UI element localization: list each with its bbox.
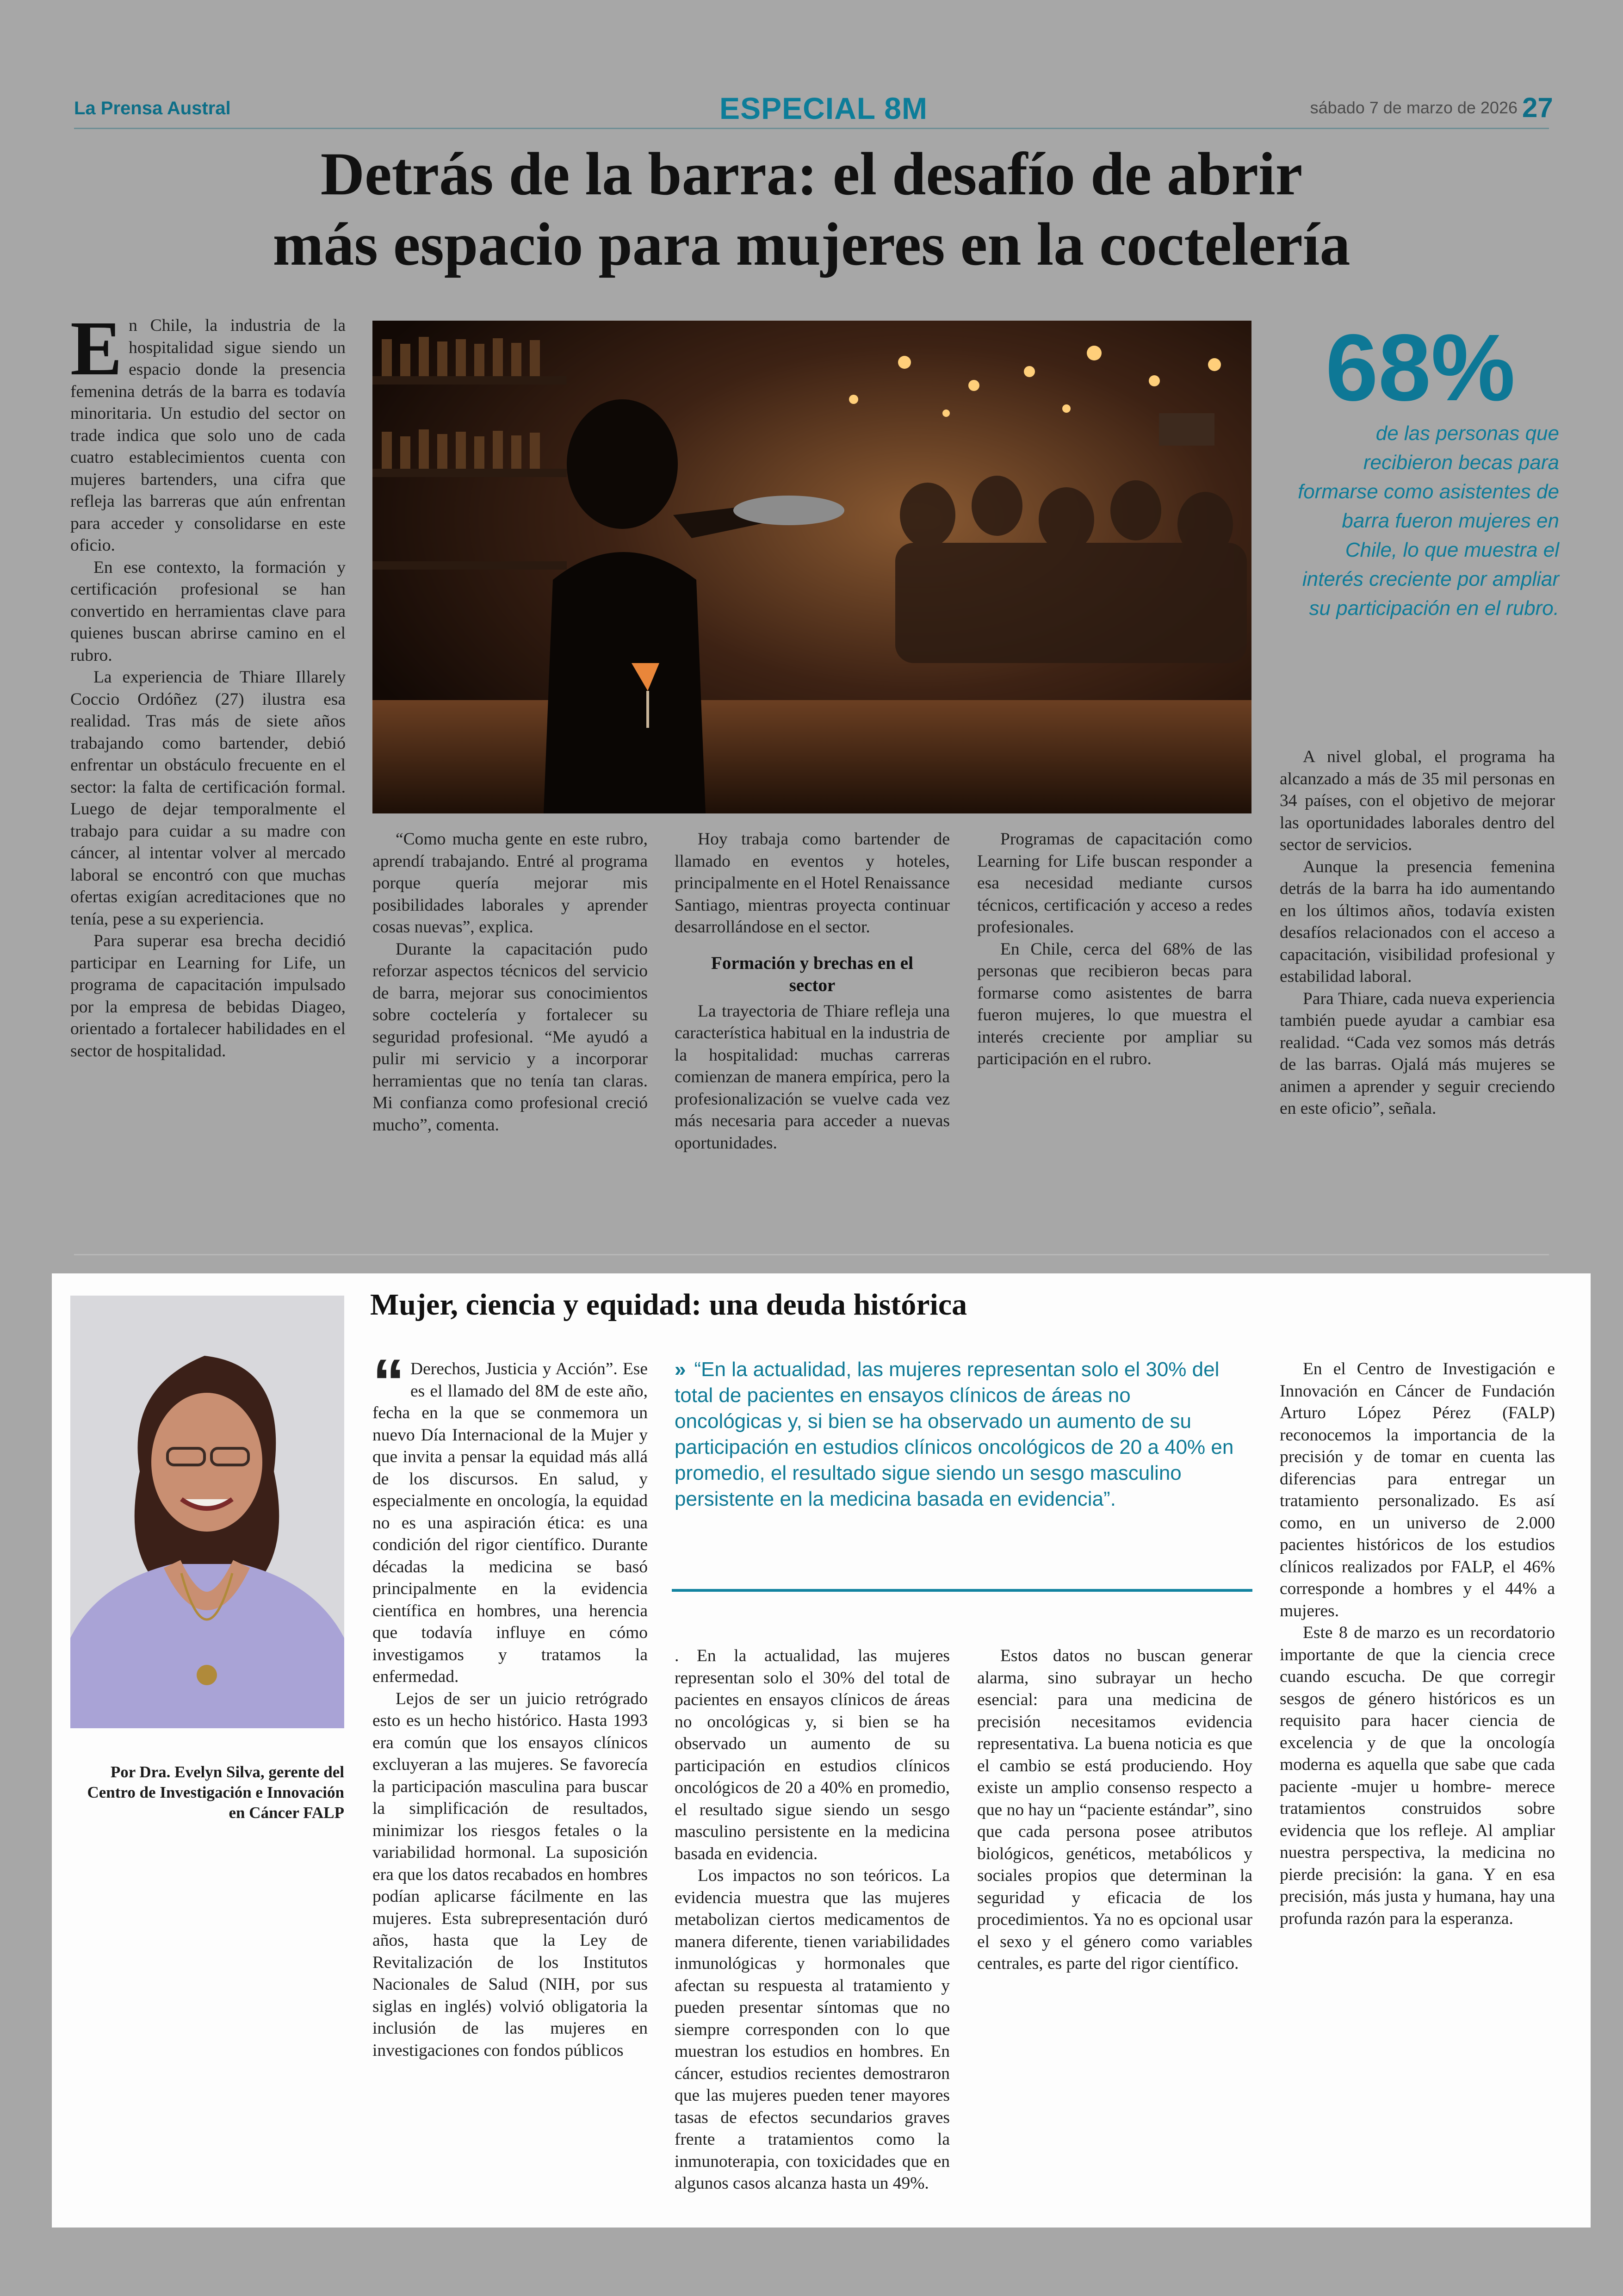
opinion-column-2 (675, 1645, 950, 2209)
article1-paragraph: Para superar esa brecha decidió participar en Learning for Life, un programa de capacitación impulsado por la empresa de bebidas Diageo, orientado a fortalecer habilidades en el sector de hospitalidad. (70, 931, 346, 1061)
stat-number: 68% (1325, 315, 1516, 421)
article1-column-2 (372, 828, 648, 1240)
article1-paragraph: La experiencia de Thiare Illarely Coccio Ordóñez (27) ilustra esa realidad. Tras más de siete años trabajando como bartender, debió enfrentar un obstáculo frecuente en el sector: la falta de certificación formal. Luego de dejar temporalmente el trabajo para cuidar a su madre con cáncer, al intentar volver al mercado laboral se encontró con que muchas ofertas exigían acreditaciones que no tenía, pese a su experiencia. (70, 668, 346, 929)
portrait-photo (70, 1296, 344, 1728)
page-number: 27 (1522, 92, 1553, 123)
article1-paragraph: La trayectoria de Thiare refleja una característica habitual en la industria de la hospitalidad: muchas carreras comienzan de manera empírica, pero la profesionalización se vuelve cada vez más necesaria para acceder a nuevas oportunidades. (675, 1001, 950, 1153)
pullquote-text: “En la actualidad, las mujeres representan solo el 30% del total de pacientes en ensayos clínicos de áreas no oncológicas y, si bien se ha observado un aumento de su participación en estudios clínicos oncológicos de 20 a 40% en promedio, el resultado sigue siendo un sesgo masculino persistente en la medicina basada en evidencia”. (675, 1358, 1234, 1510)
opinion-paragraph: . En la actualidad, las mujeres representan solo el 30% del total de pacientes en ensayos clínicos de áreas no oncológicas y, si bien se ha observado un aumento de su participación en estudios clínicos oncológicos de 20 a 40% en promedio, el resultado sigue siendo un sesgo masculino persistente en la medicina basada en evidencia. (675, 1646, 950, 1863)
quote-mark-icon: “ (372, 1358, 405, 1418)
bar-photo (372, 321, 1251, 813)
article1-paragraph: A nivel global, el programa ha alcanzado a más de 35 mil personas en 34 países, con el objetivo de mejorar las oportunidades laborales dentro del sector de servicios. (1280, 747, 1555, 854)
quote-arrow-icon: » (675, 1358, 686, 1381)
portrait-illustration (70, 1296, 344, 1728)
article1-paragraph: n Chile, la industria de la hospitalidad sigue siendo un espacio donde la presencia femenina detrás de la barra es todavía minoritaria. Un estudio del sector on trade indica que solo uno de cada cuatro establecimientos cuenta con mujeres bartenders, una cifra que refleja las barreras que aún enfrentan para acceder y consolidarse en este oficio. (70, 316, 346, 555)
section-divider (74, 1254, 1549, 1255)
article1-paragraph: “Como mucha gente en este rubro, aprendí trabajando. Entré al programa porque quería mejorar mis posibilidades laborales y aprender cosas nuevas”, explica. (372, 830, 648, 937)
opinion-column-4 (1280, 1358, 1555, 2209)
article1-paragraph: Durante la capacitación pudo reforzar aspectos técnicos del servicio de barra, mejorar sus conocimientos sobre coctelería y fortalecer su seguridad profesional. “Me ayudó a pulir mi servicio y a incorporar herramientas que no tenía tan claras. Mi confianza como profesional creció mucho”, comenta. (372, 939, 648, 1135)
byline: Por Dra. Evelyn Silva, gerente del Centro de Investigación e Innovación en Cáncer FALP (87, 1763, 344, 1822)
article1-subhead: Formación y brechas en el sector (711, 953, 913, 995)
article1-paragraph: Aunque la presencia femenina detrás de la barra ha ido aumentando en los últimos años, todavía existen desafíos relacionados con el acceso a capacitación, visibilidad profesional y estabilidad laboral. (1280, 857, 1555, 986)
article1-column-4 (977, 828, 1252, 1240)
article1-column-1 (70, 315, 346, 1240)
opinion-paragraph: Este 8 de marzo es un recordatorio importante de que la ciencia crece cuando escucha. De que corregir sesgos de género históricos es un requisito para hacer ciencia de excelencia y de que la oncología moderna es aquella que sabe que cada paciente -mujer u hombre- merece tratamientos construidos sobre evidencia que los refleje. Al ampliar nuestra perspectiva, la medicina no pierde precisión: la gana. Y en esa precisión, más justa y humana, hay una profunda razón para la esperanza. (1280, 1623, 1555, 1928)
opinion-title: Mujer, ciencia y equidad: una deuda histórica (370, 1288, 967, 1322)
stat-text: de las personas que recibieron becas para formarse como asistentes de barra fueron mujeres en Chile, lo que muestra el interés creciente por ampliar su participación en el rubro. (1298, 422, 1559, 620)
article1-paragraph: En ese contexto, la formación y certificación profesional se han convertido en herramientas clave para quienes buscan abrirse camino en el rubro. (70, 558, 346, 665)
headline-line-2: más espacio para mujeres en la coctelería (273, 210, 1350, 278)
opinion-paragraph: Los impactos no son teóricos. La evidencia muestra que las mujeres metabolizan ciertos medicamentos de manera diferente, tienen variabilidades inmunológicas y hormonales que afectan su respuesta al tratamiento y pueden presentar síntomas que no siempre corresponden con lo que muestran los estudios en hombres. En cáncer, estudios recientes demostraron que las mujeres pueden tener mayores tasas de efectos secundarios graves frente a tratamientos como la inmunoterapia, con toxicidades que en algunos casos alcanza hasta un 49%. (675, 1866, 950, 2193)
opinion-column-3 (977, 1645, 1252, 2209)
section-label: ESPECIAL 8M (719, 91, 928, 125)
article1-column-5 (1280, 746, 1555, 1240)
opinion-paragraph: En el Centro de Investigación e Innovación en Cáncer de Fundación Arturo López Pérez (FALP) reconocemos la importancia de la precisión y de tomar en cuenta las diferencias para entregar un tratamiento personalizado. Es así como, en un universo de 2.000 pacientes históricos de los estudios clínicos realizados por FALP, el 46% corresponde a hombres y el 44% a mujeres. (1280, 1359, 1555, 1620)
publication-name: La Prensa Austral (74, 98, 231, 118)
pullquote (675, 1357, 1244, 1512)
bar-photo-illustration (372, 321, 1251, 813)
article1-paragraph: En Chile, cerca del 68% de las personas que recibieron becas para formarse como asistentes de barra fueron mujeres, lo que muestra el interés creciente por ampliar su participación en el rubro. (977, 939, 1252, 1068)
opinion-paragraph: Lejos de ser un juicio retrógrado esto es un hecho histórico. Hasta 1993 era común que los ensayos clínicos excluyeran a las mujeres. Se favorecía la participación masculina para buscar la simplificación de resultados, minimizar los riesgos fetales o la variabilidad hormonal. La suposición era que los datos recabados en hombres podían aplicarse fácilmente en las mujeres. Esta subrepresentación duró años, hasta que la Ley de Revitalización de los Institutos Nacionales de Salud (NIH, por sus siglas en inglés) volvió obligatoria la inclusión de las mujeres en investigaciones con fondos públicos (372, 1689, 648, 2060)
article1-paragraph: Programas de capacitación como Learning for Life buscan responder a esa necesidad mediante cursos técnicos, certificación y acceso a redes profesionales. (977, 830, 1252, 937)
opinion-column-1 (372, 1358, 648, 2209)
article1-paragraph: Hoy trabaja como bartender de llamado en eventos y hoteles, principalmente en el Hotel Renaissance Santiago, mientras proyecta continuar desarrollándose en el sector. (675, 830, 950, 937)
opinion-paragraph: Derechos, Justicia y Acción”. Ese es el llamado del 8M de este año, fecha en la que se conmemora un nuevo Día Internacional de la Mujer y que invita a pensar la equidad más allá de los discursos. En salud, y especialmente en oncología, la equidad no es una aspiración ética: es una condición del rigor científico. Durante décadas la medicina se basó principalmente en la evidencia científica en hombres, una herencia que todavía influye en cómo investigamos y tratamos la enfermedad. (372, 1359, 648, 1686)
article1-paragraph: Para Thiare, cada nueva experiencia también puede ayudar a cambiar esa realidad. “Cada vez somos más detrás de las barras. Ojalá más mujeres se animen a aprender y seguir creciendo en este oficio”, señala. (1280, 989, 1555, 1118)
article1-column-3 (675, 828, 950, 1240)
headline (74, 139, 1549, 279)
issue-date: sábado 7 de marzo de 2026 (1310, 98, 1518, 117)
dropcap: E (70, 315, 123, 391)
opinion-paragraph: Estos datos no buscan generar alarma, sino subrayar un hecho esencial: para una medicina de precisión necesitamos evidencia representativa. La buena noticia es que el cambio se está produciendo. Hoy existe un amplio consenso respecto a que no hay un “paciente estándar”, sino que cada persona posee atributos biológicos, genéticos, metabólicos y sociales propios que determinan la seguridad y eficacia de los procedimientos. Ya no es opcional usar el sexo y el género como variables centrales, es parte del rigor científico. (977, 1646, 1252, 1973)
header-rule (74, 128, 1549, 129)
headline-line-1: Detrás de la barra: el desafío de abrir (320, 140, 1303, 208)
